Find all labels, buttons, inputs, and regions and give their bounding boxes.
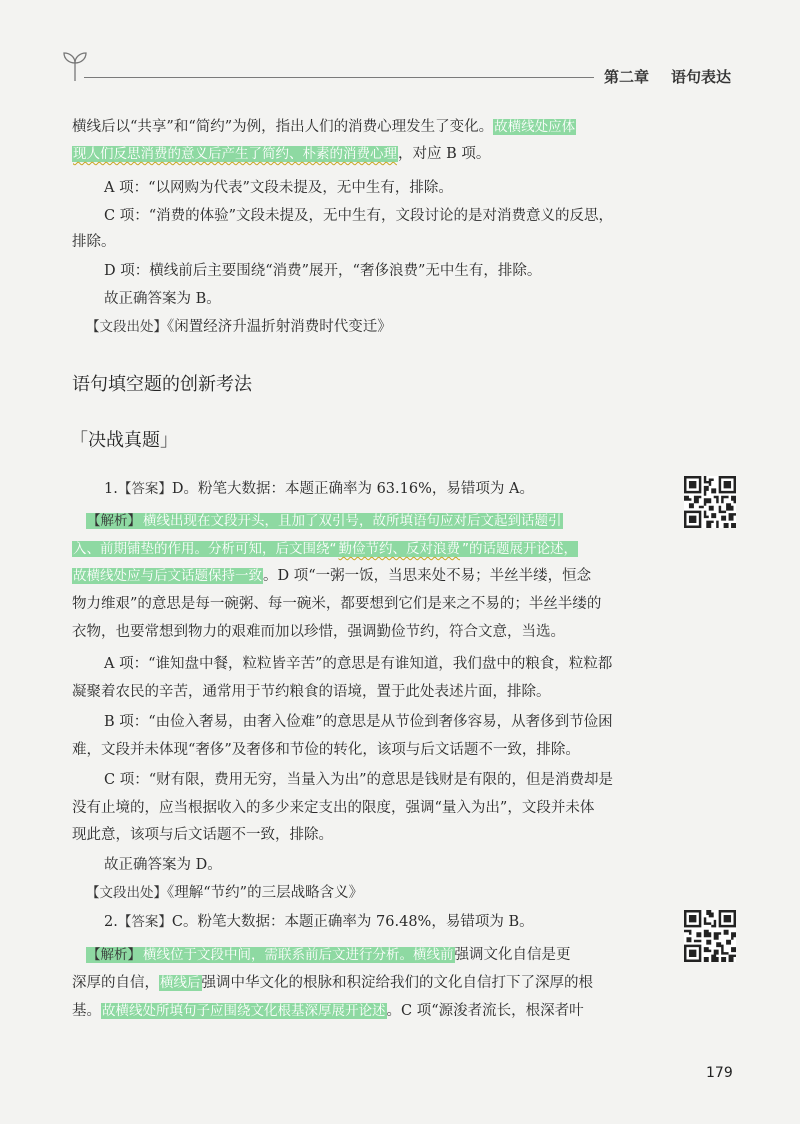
paragraph: 横线后以“共享”和“简约”为例，指出人们的消费心理发生了变化。故横线处应体 <box>72 119 576 135</box>
q2-answer-line: 2.【答案】C。粉笔大数据：本题正确率为 76.48%，易错项为 B。 <box>104 914 534 930</box>
section-label: 语句表达 <box>671 68 732 86</box>
highlight: 横线后 <box>160 975 201 991</box>
option-d: D 项：横线前后主要围绕“消费”展开，“奢侈浪费”无中生有，排除。 <box>104 263 542 279</box>
chapter-label: 第二章 <box>604 68 650 86</box>
highlight: 现人们反思消费的意义后产生了简约、朴素的消费心理 <box>73 146 397 162</box>
page-number: 179 <box>706 1065 733 1081</box>
highlight: 横线出现在文段开头，且加了双引号，故所填语句应对后文起到话题引 <box>143 513 562 529</box>
section-title: 语句填空题的创新考法 <box>72 374 252 395</box>
option-c-cont: 排除。 <box>72 234 116 250</box>
q1-analysis-line: 衣物，也要常想到物力的艰难而加以珍惜，强调勤俭节约，符合文意，当选。 <box>72 624 565 640</box>
q1-source-line: 【文段出处】《理解“节约”的三层战略含义》 <box>86 885 364 901</box>
source-line: 【文段出处】《闲置经济升温折射消费时代变迁》 <box>86 319 392 335</box>
header-rule <box>84 77 594 78</box>
q1-option-c: C 项：“财有限，费用无穷，当量入为出”的意思是钱财是有限的，但是消费却是 <box>104 772 614 788</box>
q1-analysis-line: 故横线处应与后文话题保持一致。D 项“一粥一饭，当思来处不易；半丝半缕，恒念 <box>73 568 592 584</box>
q1-option-c-cont: 现此意，该项与后文话题不一致，排除。 <box>72 827 333 843</box>
option-a: A 项：“以网购为代表”文段未提及，无中生有，排除。 <box>104 180 453 196</box>
answer-label: 【答案】 <box>117 914 172 930</box>
q2-analysis-line: 基。故横线处所填句子应围绕文化根基深厚展开论述。C 项“源浚者流长，根深者叶 <box>72 1003 584 1019</box>
q1-analysis-line <box>72 538 736 560</box>
highlight: ”的话题展开论述， <box>462 541 577 557</box>
q1-option-b: B 项：“由俭入奢易，由奢入俭难”的意思是从节俭到奢侈容易，从奢侈到节俭困 <box>104 714 613 730</box>
q1-answer: 故正确答案为 D。 <box>104 857 222 873</box>
highlight: 故横线处所填句子应围绕文化根基深厚展开论述 <box>102 1003 386 1019</box>
highlight: 勤俭节约、反对浪费 <box>338 541 460 557</box>
answer-line: 故正确答案为 B。 <box>104 291 221 307</box>
q1-option-a: A 项：“谁知盘中餐，粒粒皆辛苦”的意思是有谁知道，我们盘中的粮食，粒粒都 <box>104 656 613 672</box>
q1-option-c-cont: 没有止境的，应当根据收入的多少来定支出的限度，强调“量入为出”，文段并未体 <box>72 800 595 816</box>
q1-analysis-line <box>86 510 736 532</box>
highlight: 故横线处应与后文话题保持一致 <box>73 568 262 584</box>
highlight: 横线位于文段中间，需联系前后文进行分析。横线前 <box>143 947 454 963</box>
running-header <box>604 66 731 87</box>
q1-option-a-cont: 凝聚着农民的辛苦，通常用于节约粮食的语境，置于此处表述片面，排除。 <box>72 684 551 700</box>
q2-analysis-line: 【解析】 横线位于文段中间，需联系前后文进行分析。横线前强调文化自信是更 <box>87 947 571 963</box>
source-label: 【文段出处】 <box>86 319 167 335</box>
source-label: 【文段出处】 <box>86 885 167 901</box>
q1-option-b-cont: 难，文段并未体现“奢侈”及奢侈和节俭的转化，该项与后文话题不一致，排除。 <box>72 742 580 758</box>
analysis-label: 【解析】 <box>87 947 141 963</box>
q1-analysis-line: 物力维艰”的意思是每一碗粥、每一碗米，都要想到它们是来之不易的；半丝半缕的 <box>72 596 602 612</box>
option-c: C 项：“消费的体验”文段未提及，无中生有，文段讨论的是对消费意义的反思， <box>104 208 614 224</box>
highlight: 入、前期铺垫的作用。分析可知，后文围绕“ <box>73 541 337 557</box>
analysis-label: 【解析】 <box>87 513 141 529</box>
answer-label: 【答案】 <box>117 481 172 497</box>
paragraph: 现人们反思消费的意义后产生了简约、朴素的消费心理，对应 B 项。 <box>73 146 491 162</box>
q1-answer-line: 1.【答案】D。粉笔大数据：本题正确率为 63.16%，易错项为 A。 <box>104 481 534 497</box>
sub-title: 「决战真题」 <box>70 430 178 451</box>
q2-analysis-line: 深厚的自信，横线后强调中华文化的根脉和积淀给我们的文化自信打下了深厚的根 <box>72 975 593 991</box>
highlight: 故横线处应体 <box>494 119 576 135</box>
